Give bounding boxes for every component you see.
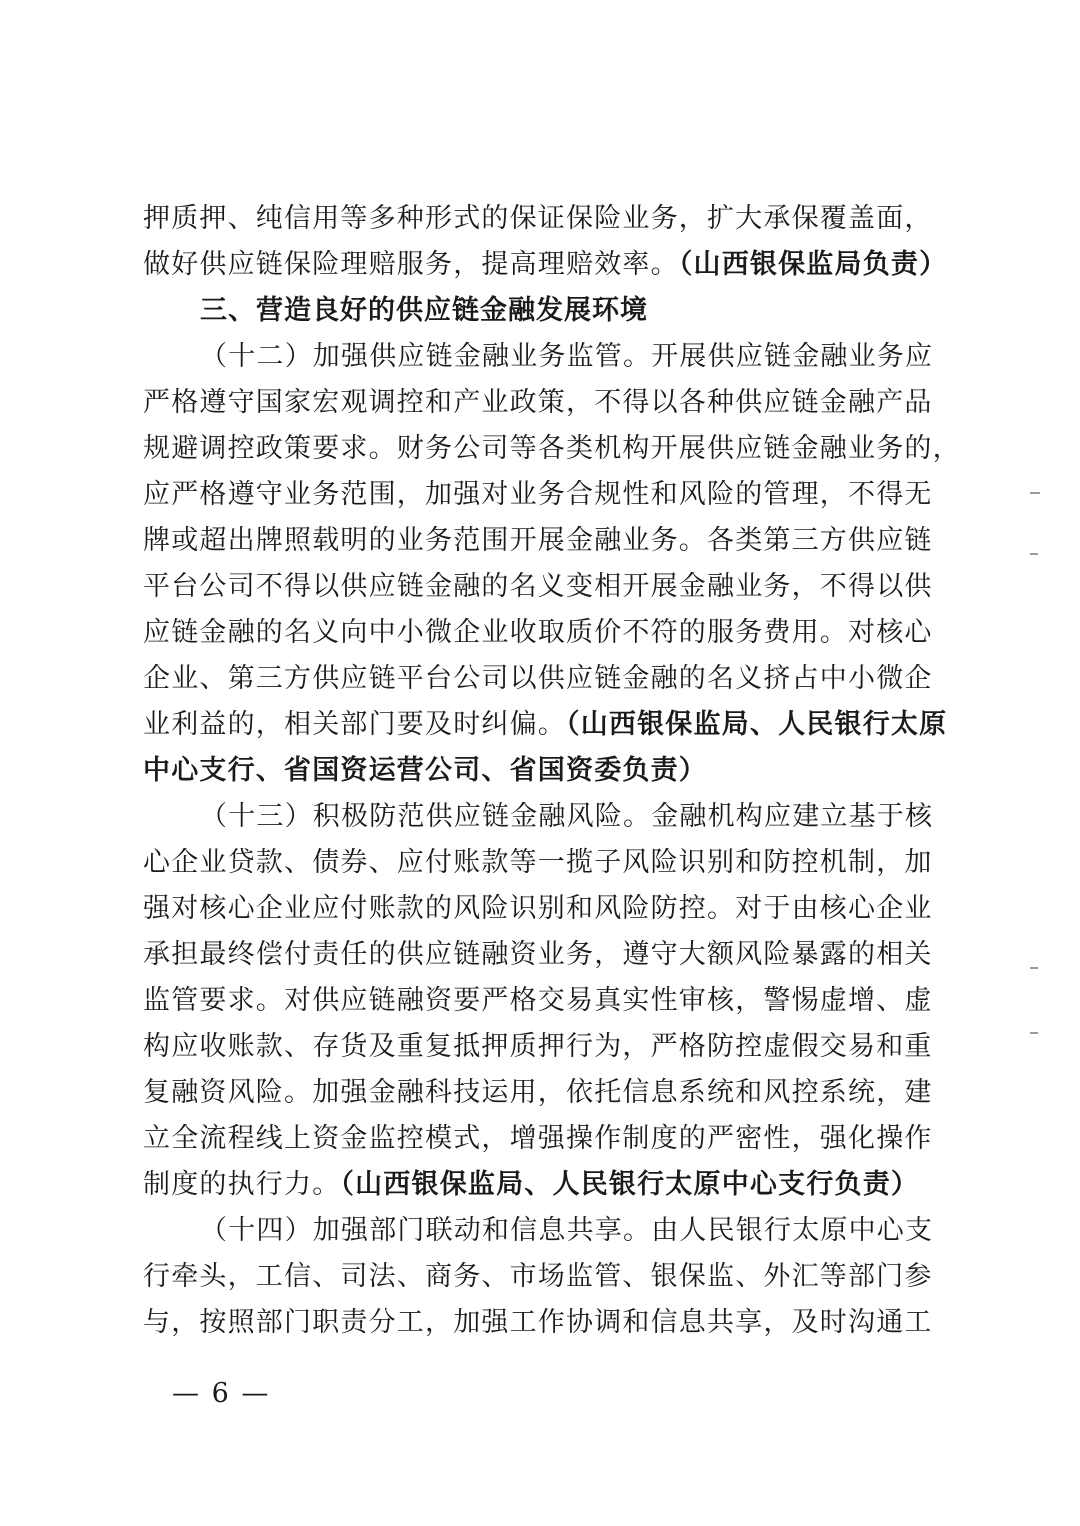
scan-mark [1030, 967, 1038, 969]
line-text: 做好供应链保险理赔服务，提高理赔效率。 [143, 249, 679, 280]
line-text: 与，按照部门职责分工，加强工作协调和信息共享，及时沟通工 [143, 1307, 933, 1338]
line-text: 制度的执行力。 [143, 1169, 341, 1200]
text-line [143, 1208, 943, 1254]
responsible-agency: （山西银保监局负责） [678, 249, 948, 280]
line-text: 规避调控政策要求。财务公司等各类机构开展供应链金融业务的， [143, 433, 961, 464]
text-line [143, 1254, 943, 1300]
scan-mark [1030, 553, 1038, 555]
text-line [143, 426, 961, 472]
line-text: 承担最终偿付责任的供应链融资业务，遵守大额风险暴露的相关 [143, 939, 933, 970]
line-text: 应严格遵守业务范围，加强对业务合规性和风险的管理，不得无 [143, 479, 933, 510]
scan-mark [1030, 1032, 1038, 1034]
line-text: 监管要求。对供应链融资要严格交易真实性审核，警惕虚增、虚 [143, 985, 933, 1016]
text-line [143, 886, 943, 932]
text-line [143, 748, 943, 794]
text-line [143, 840, 943, 886]
line-text: 企业、第三方供应链平台公司以供应链金融的名义挤占中小微企 [143, 663, 933, 694]
text-line [143, 610, 943, 656]
document-body [143, 196, 961, 1346]
line-text: 强对核心企业应付账款的风险识别和风险防控。对于由核心企业 [143, 893, 933, 924]
line-text: 业利益的，相关部门要及时纠偏。 [143, 709, 566, 740]
text-line [143, 1300, 943, 1346]
line-text: 严格遵守国家宏观调控和产业政策，不得以各种供应链金融产品 [143, 387, 933, 418]
line-text: 行牵头，工信、司法、商务、市场监管、银保监、外汇等部门参 [143, 1261, 933, 1292]
text-line [143, 564, 943, 610]
line-text: （十四）加强部门联动和信息共享。由人民银行太原中心支 [200, 1215, 934, 1246]
line-text: 押质押、纯信用等多种形式的保证保险业务，扩大承保覆盖面， [143, 203, 933, 234]
section-heading: 三、营造良好的供应链金融发展环境 [200, 295, 648, 326]
page-number: — 6 — [172, 1378, 271, 1409]
text-line [143, 196, 943, 242]
text-line [143, 242, 948, 288]
text-line [143, 1116, 943, 1162]
text-line [143, 1024, 943, 1070]
text-line [143, 518, 943, 564]
scan-mark [1030, 492, 1040, 494]
text-line [143, 1162, 943, 1208]
text-line [143, 794, 943, 840]
responsible-agency: （山西银保监局、人民银行太原 [566, 709, 948, 740]
line-text: 复融资风险。加强金融科技运用，依托信息系统和风控系统，建 [143, 1077, 933, 1108]
responsible-agency: （山西银保监局、人民银行太原中心支行负责） [340, 1169, 920, 1200]
text-line [143, 932, 943, 978]
text-line [143, 978, 943, 1024]
line-text: （十三）积极防范供应链金融风险。金融机构应建立基于核 [200, 801, 934, 832]
text-line [143, 656, 943, 702]
text-line [143, 1070, 943, 1116]
line-text: 应链金融的名义向中小微企业收取质价不符的服务费用。对核心 [143, 617, 933, 648]
line-text: 构应收账款、存货及重复抵押质押行为，严格防控虚假交易和重 [143, 1031, 933, 1062]
responsible-agency: 中心支行、省国资运营公司、省国资委负责） [143, 755, 707, 786]
text-line [143, 472, 943, 518]
text-line [143, 702, 948, 748]
line-text: 立全流程线上资金监控模式，增强操作制度的严密性，强化操作 [143, 1123, 933, 1154]
line-text: 平台公司不得以供应链金融的名义变相开展金融业务，不得以供 [143, 571, 933, 602]
line-text: （十二）加强供应链金融业务监管。开展供应链金融业务应 [200, 341, 934, 372]
line-text: 心企业贷款、债券、应付账款等一揽子风险识别和防控机制，加 [143, 847, 933, 878]
text-line [143, 334, 943, 380]
line-text: 牌或超出牌照载明的业务范围开展金融业务。各类第三方供应链 [143, 525, 933, 556]
text-line [143, 380, 943, 426]
